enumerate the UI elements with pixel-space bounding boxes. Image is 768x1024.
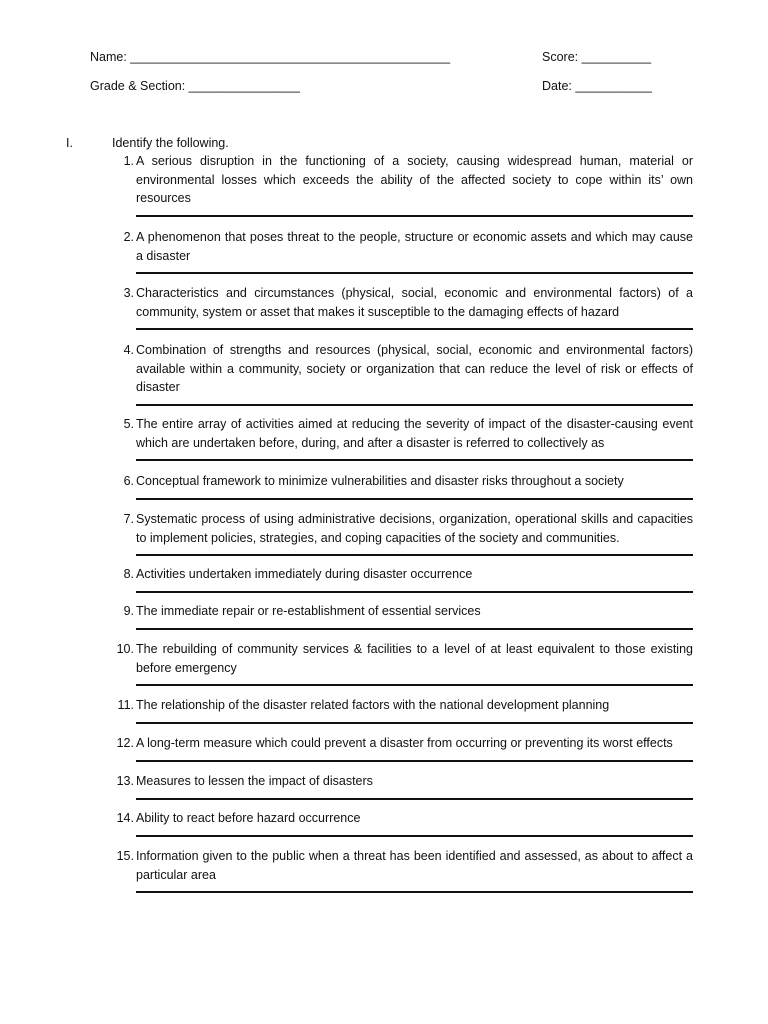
question-text: Characteristics and circumstances (physical, social, economic and environmental factors) of a community, system or asset that makes it susceptible to the damaging effects of hazard <box>136 286 693 319</box>
question-text: The relationship of the disaster related factors with the national development planning <box>136 698 610 712</box>
question-number: 6. <box>123 474 134 488</box>
question-5 <box>110 415 693 461</box>
question-number: 14. <box>116 811 134 825</box>
question-number: 12. <box>116 736 134 750</box>
question-text: Systematic process of using administrative decisions, organization, operational skills and capacities to implement policies, strategies, and coping capacities of the society and communities. <box>136 512 693 545</box>
question-1 <box>110 152 693 217</box>
answer-line <box>136 554 693 556</box>
question-text: Measures to lessen the impact of disasters <box>136 774 373 788</box>
section-number: I. <box>66 136 73 150</box>
answer-line <box>136 272 693 274</box>
question-number: 9. <box>123 604 134 618</box>
question-number: 10. <box>116 642 134 656</box>
question-text: A long-term measure which could prevent a disaster from occurring or preventing its worst effects <box>136 736 673 750</box>
answer-line <box>136 215 693 217</box>
question-9 <box>110 602 693 630</box>
question-text: Combination of strengths and resources (physical, social, economic and environmental factors) available within a community, society or organization that can reduce the level of risk or effects of disaster <box>136 343 693 394</box>
score-field: Score: __________ <box>542 50 652 64</box>
answer-line <box>136 835 693 837</box>
question-number: 7. <box>123 512 134 526</box>
question-text: The immediate repair or re-establishment of essential services <box>136 604 481 618</box>
question-number: 3. <box>123 286 134 300</box>
question-6 <box>110 472 693 500</box>
question-14 <box>110 809 693 837</box>
question-number: 8. <box>123 567 134 581</box>
question-text: The rebuilding of community services & facilities to a level of at least equivalent to those existing before emergency <box>136 642 693 675</box>
question-15 <box>110 847 693 893</box>
answer-line <box>136 404 693 406</box>
question-number: 13. <box>116 774 134 788</box>
section-title: Identify the following. <box>112 136 229 150</box>
question-2 <box>110 228 693 274</box>
question-13 <box>110 772 693 800</box>
answer-line <box>136 760 693 762</box>
answer-line <box>136 628 693 630</box>
question-11 <box>110 696 693 724</box>
question-number: 15. <box>116 849 134 863</box>
question-text: Ability to react before hazard occurrence <box>136 811 361 825</box>
question-text: Activities undertaken immediately during disaster occurrence <box>136 567 473 581</box>
question-text: Information given to the public when a threat has been identified and assessed, as about to affect a particular area <box>136 849 693 882</box>
question-text: Conceptual framework to minimize vulnerabilities and disaster risks throughout a society <box>136 474 624 488</box>
name-field: Name: ______________________________________________ <box>90 50 451 64</box>
question-8 <box>110 565 693 593</box>
date-field: Date: ___________ <box>542 79 652 93</box>
grade-section-field: Grade & Section: ________________ <box>90 79 300 93</box>
question-text: A phenomenon that poses threat to the people, structure or economic assets and which may cause a disaster <box>136 230 693 263</box>
question-text: The entire array of activities aimed at reducing the severity of impact of the disaster-causing event which are undertaken before, during, and after a disaster is referred to collectively as <box>136 417 693 450</box>
question-number: 1. <box>123 154 134 168</box>
question-7 <box>110 510 693 556</box>
answer-line <box>136 328 693 330</box>
answer-line <box>136 459 693 461</box>
question-number: 2. <box>123 230 134 244</box>
question-number: 5. <box>123 417 134 431</box>
answer-line <box>136 591 693 593</box>
answer-line <box>136 891 693 893</box>
question-number: 4. <box>123 343 134 357</box>
question-4 <box>110 341 693 406</box>
question-text: A serious disruption in the functioning of a society, causing widespread human, material or environmental losses which exceeds the ability of the affected society to cope within its’ own resources <box>136 154 693 205</box>
question-number: 11. <box>117 698 134 712</box>
answer-line <box>136 684 693 686</box>
answer-line <box>136 722 693 724</box>
answer-line <box>136 498 693 500</box>
answer-line <box>136 798 693 800</box>
question-10 <box>110 640 693 686</box>
question-12 <box>110 734 693 762</box>
question-3 <box>110 284 693 330</box>
